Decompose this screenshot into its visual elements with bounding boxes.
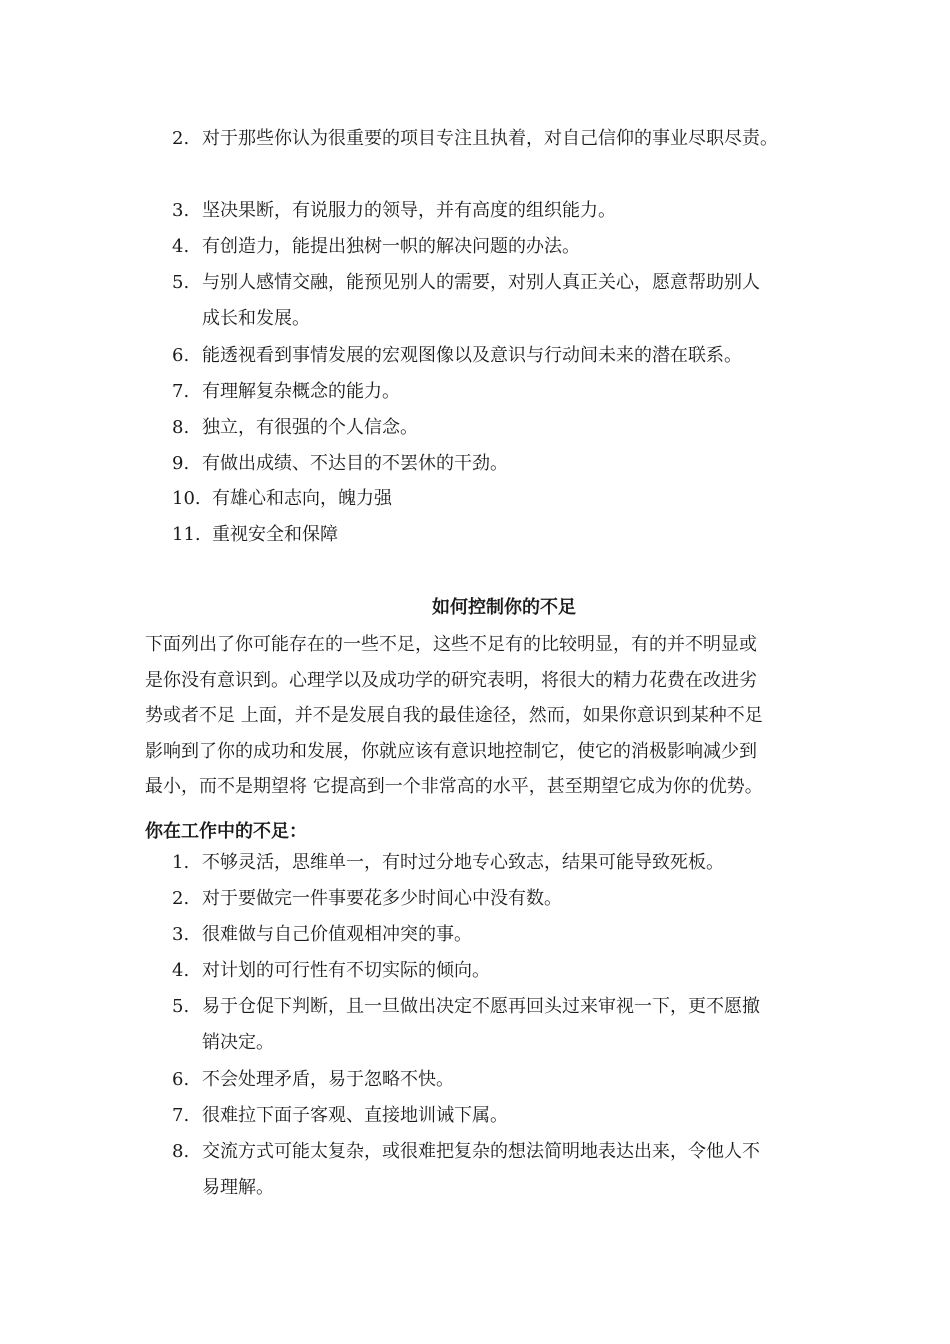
paragraph-line: 下面列出了你可能存在的一些不足，这些不足有的比较明显，有的并不明显或: [145, 634, 757, 655]
list-number: 1.: [172, 852, 190, 873]
list-text: 重视安全和保障: [212, 524, 338, 545]
weakness-item-6: [172, 1062, 822, 1098]
strength-item-5: [172, 265, 822, 337]
weakness-item-7: [172, 1098, 822, 1134]
strength-item-4: [172, 229, 822, 265]
list-text: 不会处理矛盾，易于忽略不快。: [202, 1069, 454, 1090]
list-number: 3.: [172, 200, 190, 221]
list-number: 9.: [172, 453, 190, 474]
weakness-item-8: [172, 1134, 822, 1206]
list-text: 很难拉下面子客观、直接地训诫下属。: [202, 1105, 508, 1126]
strength-item-9: [172, 446, 822, 482]
list-number: 5.: [172, 996, 190, 1017]
paragraph-line: 最小，而不是期望将 它提高到一个非常高的水平，甚至期望它成为你的优势。: [145, 776, 763, 797]
list-number: 2.: [172, 128, 190, 149]
list-number: 8.: [172, 1141, 190, 1162]
strength-item-10: [172, 481, 822, 517]
list-text: 独立，有很强的个人信念。: [202, 417, 418, 438]
weakness-item-2: [172, 881, 822, 917]
list-number: 5.: [172, 272, 190, 293]
paragraph-line: 是你没有意识到。心理学以及成功学的研究表明，将很大的精力花费在改进劣: [145, 669, 757, 691]
list-number: 2.: [172, 888, 190, 909]
strength-item-8: [172, 410, 822, 446]
strength-item-2: [172, 121, 822, 157]
list-text: 对计划的可行性有不切实际的倾向。: [202, 960, 490, 981]
list-number: 7.: [172, 1105, 190, 1126]
list-number: 3.: [172, 924, 190, 945]
paragraph-line: 影响到了你的成功和发展，你就应该有意识地控制它，使它的消极影响减少到: [145, 740, 757, 762]
list-text: 与别人感情交融，能预见别人的需要，对别人真正关心，愿意帮助别人: [202, 272, 760, 293]
list-text: 对于要做完一件事要花多少时间心中没有数。: [202, 888, 562, 909]
list-number: 4.: [172, 960, 190, 981]
list-number: 7.: [172, 381, 190, 402]
list-text-continuation: 成长和发展。: [202, 308, 310, 329]
weakness-item-3: [172, 917, 822, 953]
list-text: 对于那些你认为很重要的项目专注且执着，对自己信仰的事业尽职尽责。: [202, 128, 778, 149]
list-text-continuation: 销决定。: [202, 1032, 274, 1053]
paragraph-line: 势或者不足 上面，并不是发展自我的最佳途径，然而，如果你意识到某种不足: [145, 705, 763, 726]
strength-item-3: [172, 193, 822, 229]
list-text: 有做出成绩、不达目的不罢休的干劲。: [202, 453, 508, 474]
list-text: 坚决果断，有说服力的领导，并有高度的组织能力。: [202, 200, 616, 221]
subheading: 你在工作中的不足：: [145, 821, 307, 842]
list-number: 11.: [172, 524, 201, 545]
list-number: 6.: [172, 345, 190, 366]
section-title: 如何控制你的不足: [432, 597, 576, 618]
list-text-continuation: 易理解。: [202, 1177, 274, 1198]
list-text: 有雄心和志向，魄力强: [212, 488, 392, 509]
list-text: 很难做与自己价值观相冲突的事。: [202, 924, 472, 945]
weakness-item-4: [172, 953, 822, 989]
intro-paragraph: [145, 627, 825, 805]
weakness-item-1: [172, 845, 822, 881]
list-text: 有理解复杂概念的能力。: [202, 381, 400, 402]
list-number: 10.: [172, 488, 201, 509]
list-number: 6.: [172, 1069, 190, 1090]
strength-item-6: [172, 338, 822, 374]
list-text: 有创造力，能提出独树一帜的解决问题的办法。: [202, 236, 580, 257]
list-text: 不够灵活，思维单一，有时过分地专心致志，结果可能导致死板。: [202, 852, 724, 873]
list-text: 易于仓促下判断，且一旦做出决定不愿再回头过来审视一下，更不愿撤: [202, 996, 760, 1017]
weakness-item-5: [172, 989, 822, 1061]
strength-item-7: [172, 374, 822, 410]
list-text: 交流方式可能太复杂，或很难把复杂的想法简明地表达出来，令他人不: [202, 1141, 760, 1162]
list-number: 4.: [172, 236, 190, 257]
list-text: 能透视看到事情发展的宏观图像以及意识与行动间未来的潜在联系。: [202, 345, 742, 366]
strength-item-11: [172, 517, 822, 553]
list-number: 8.: [172, 417, 190, 438]
